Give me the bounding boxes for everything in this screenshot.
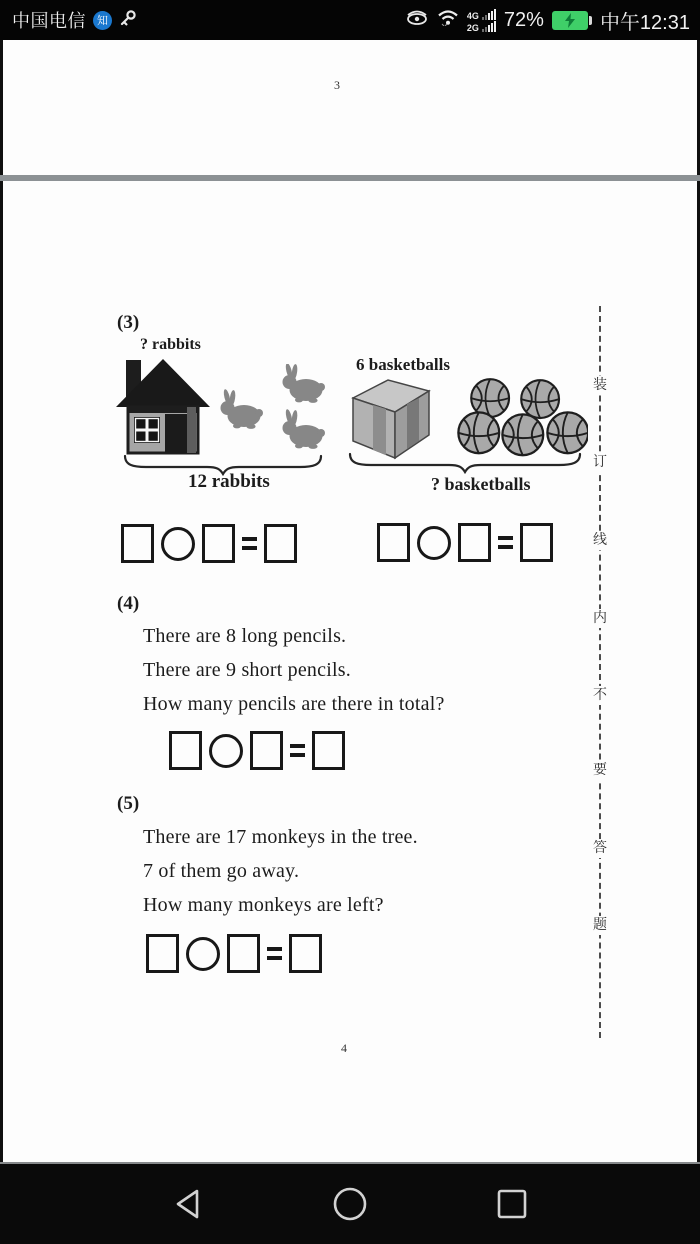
battery-icon bbox=[552, 11, 592, 30]
binding-char: 答 bbox=[593, 841, 607, 856]
binding-char: 不 bbox=[593, 688, 607, 703]
basketballs-count-label: 6 basketballs bbox=[356, 355, 450, 374]
key-icon bbox=[119, 9, 137, 32]
binding-char: 要 bbox=[593, 763, 607, 778]
basketballs-illustration bbox=[456, 377, 588, 459]
equation-square bbox=[520, 523, 553, 562]
problem-5-line-3: How many monkeys are left? bbox=[143, 894, 384, 916]
equation-square bbox=[146, 934, 179, 973]
signal-bars-2g bbox=[482, 21, 496, 32]
equation-square bbox=[169, 731, 202, 770]
equation-circle bbox=[186, 937, 220, 971]
rabbits-unknown-label: ? rabbits bbox=[140, 336, 201, 353]
recents-button[interactable] bbox=[490, 1182, 534, 1226]
charging-bolt-icon bbox=[564, 13, 576, 28]
zhihu-notification-icon: 知 bbox=[93, 11, 112, 30]
house-illustration bbox=[115, 354, 211, 456]
equation-boxes bbox=[146, 934, 322, 973]
battery-percent: 72% bbox=[503, 8, 544, 31]
equation-square bbox=[202, 524, 235, 563]
equation-circle bbox=[161, 527, 195, 561]
equation-square bbox=[458, 523, 491, 562]
navigation-bar bbox=[0, 1162, 700, 1244]
wifi-icon bbox=[437, 9, 459, 31]
binding-char: 内 bbox=[593, 611, 607, 626]
problem-4-line-1: There are 8 long pencils. bbox=[143, 625, 347, 647]
rabbits-illustration bbox=[215, 364, 329, 452]
equation-square bbox=[227, 934, 260, 973]
page-number: 3 bbox=[334, 78, 340, 92]
recents-square-icon bbox=[496, 1188, 528, 1220]
binding-char: 题 bbox=[593, 918, 607, 933]
problem-4-label: (4) bbox=[117, 593, 140, 614]
equation-square bbox=[312, 731, 345, 770]
equals-sign bbox=[498, 536, 513, 549]
signal-bars-4g bbox=[482, 9, 496, 20]
eye-comfort-icon bbox=[405, 9, 429, 31]
problem-5-line-2: 7 of them go away. bbox=[143, 860, 300, 882]
status-bar bbox=[0, 0, 700, 40]
status-right bbox=[405, 6, 690, 35]
page-4 bbox=[3, 181, 697, 1162]
page-number: 4 bbox=[341, 1041, 347, 1055]
equals-sign bbox=[242, 537, 257, 550]
cell-signal-indicator bbox=[467, 9, 496, 32]
problem-5-line-1: There are 17 monkeys in the tree. bbox=[143, 826, 418, 848]
status-left bbox=[12, 7, 137, 33]
binding-char: 装 bbox=[593, 378, 607, 393]
network-4g-label: 4G bbox=[466, 10, 479, 21]
basketballs-unknown-label: ? basketballs bbox=[431, 474, 531, 494]
back-button[interactable] bbox=[166, 1182, 210, 1226]
page-3-bottom bbox=[3, 40, 697, 175]
equation-square bbox=[250, 731, 283, 770]
rabbits-total-label: 12 rabbits bbox=[188, 471, 270, 492]
equals-sign bbox=[290, 744, 305, 757]
home-button[interactable] bbox=[328, 1182, 372, 1226]
document-viewer[interactable] bbox=[0, 40, 700, 1162]
home-circle-icon bbox=[332, 1186, 368, 1222]
carrier-label: 中国电信 bbox=[12, 11, 86, 31]
equation-square bbox=[264, 524, 297, 563]
binding-char: 线 bbox=[593, 533, 607, 548]
problem-4-line-3: How many pencils are there in total? bbox=[143, 693, 445, 715]
equation-boxes bbox=[169, 731, 345, 770]
back-triangle-icon bbox=[172, 1187, 204, 1221]
equation-circle bbox=[209, 734, 243, 768]
network-2g-label: 2G bbox=[466, 22, 479, 33]
binding-char: 订 bbox=[593, 455, 607, 470]
equation-square bbox=[121, 524, 154, 563]
box-illustration bbox=[347, 374, 435, 460]
brace-under-basketballs bbox=[347, 451, 583, 475]
equals-sign bbox=[267, 947, 282, 960]
problem-4-line-2: There are 9 short pencils. bbox=[143, 659, 351, 681]
clock-label: 中午12:31 bbox=[599, 11, 690, 34]
problem-5-label: (5) bbox=[117, 793, 140, 814]
equation-boxes bbox=[121, 524, 297, 563]
equation-square bbox=[289, 934, 322, 973]
equation-square bbox=[377, 523, 410, 562]
equation-circle bbox=[417, 526, 451, 560]
equation-boxes bbox=[377, 523, 553, 562]
problem-3-label: (3) bbox=[117, 312, 140, 333]
